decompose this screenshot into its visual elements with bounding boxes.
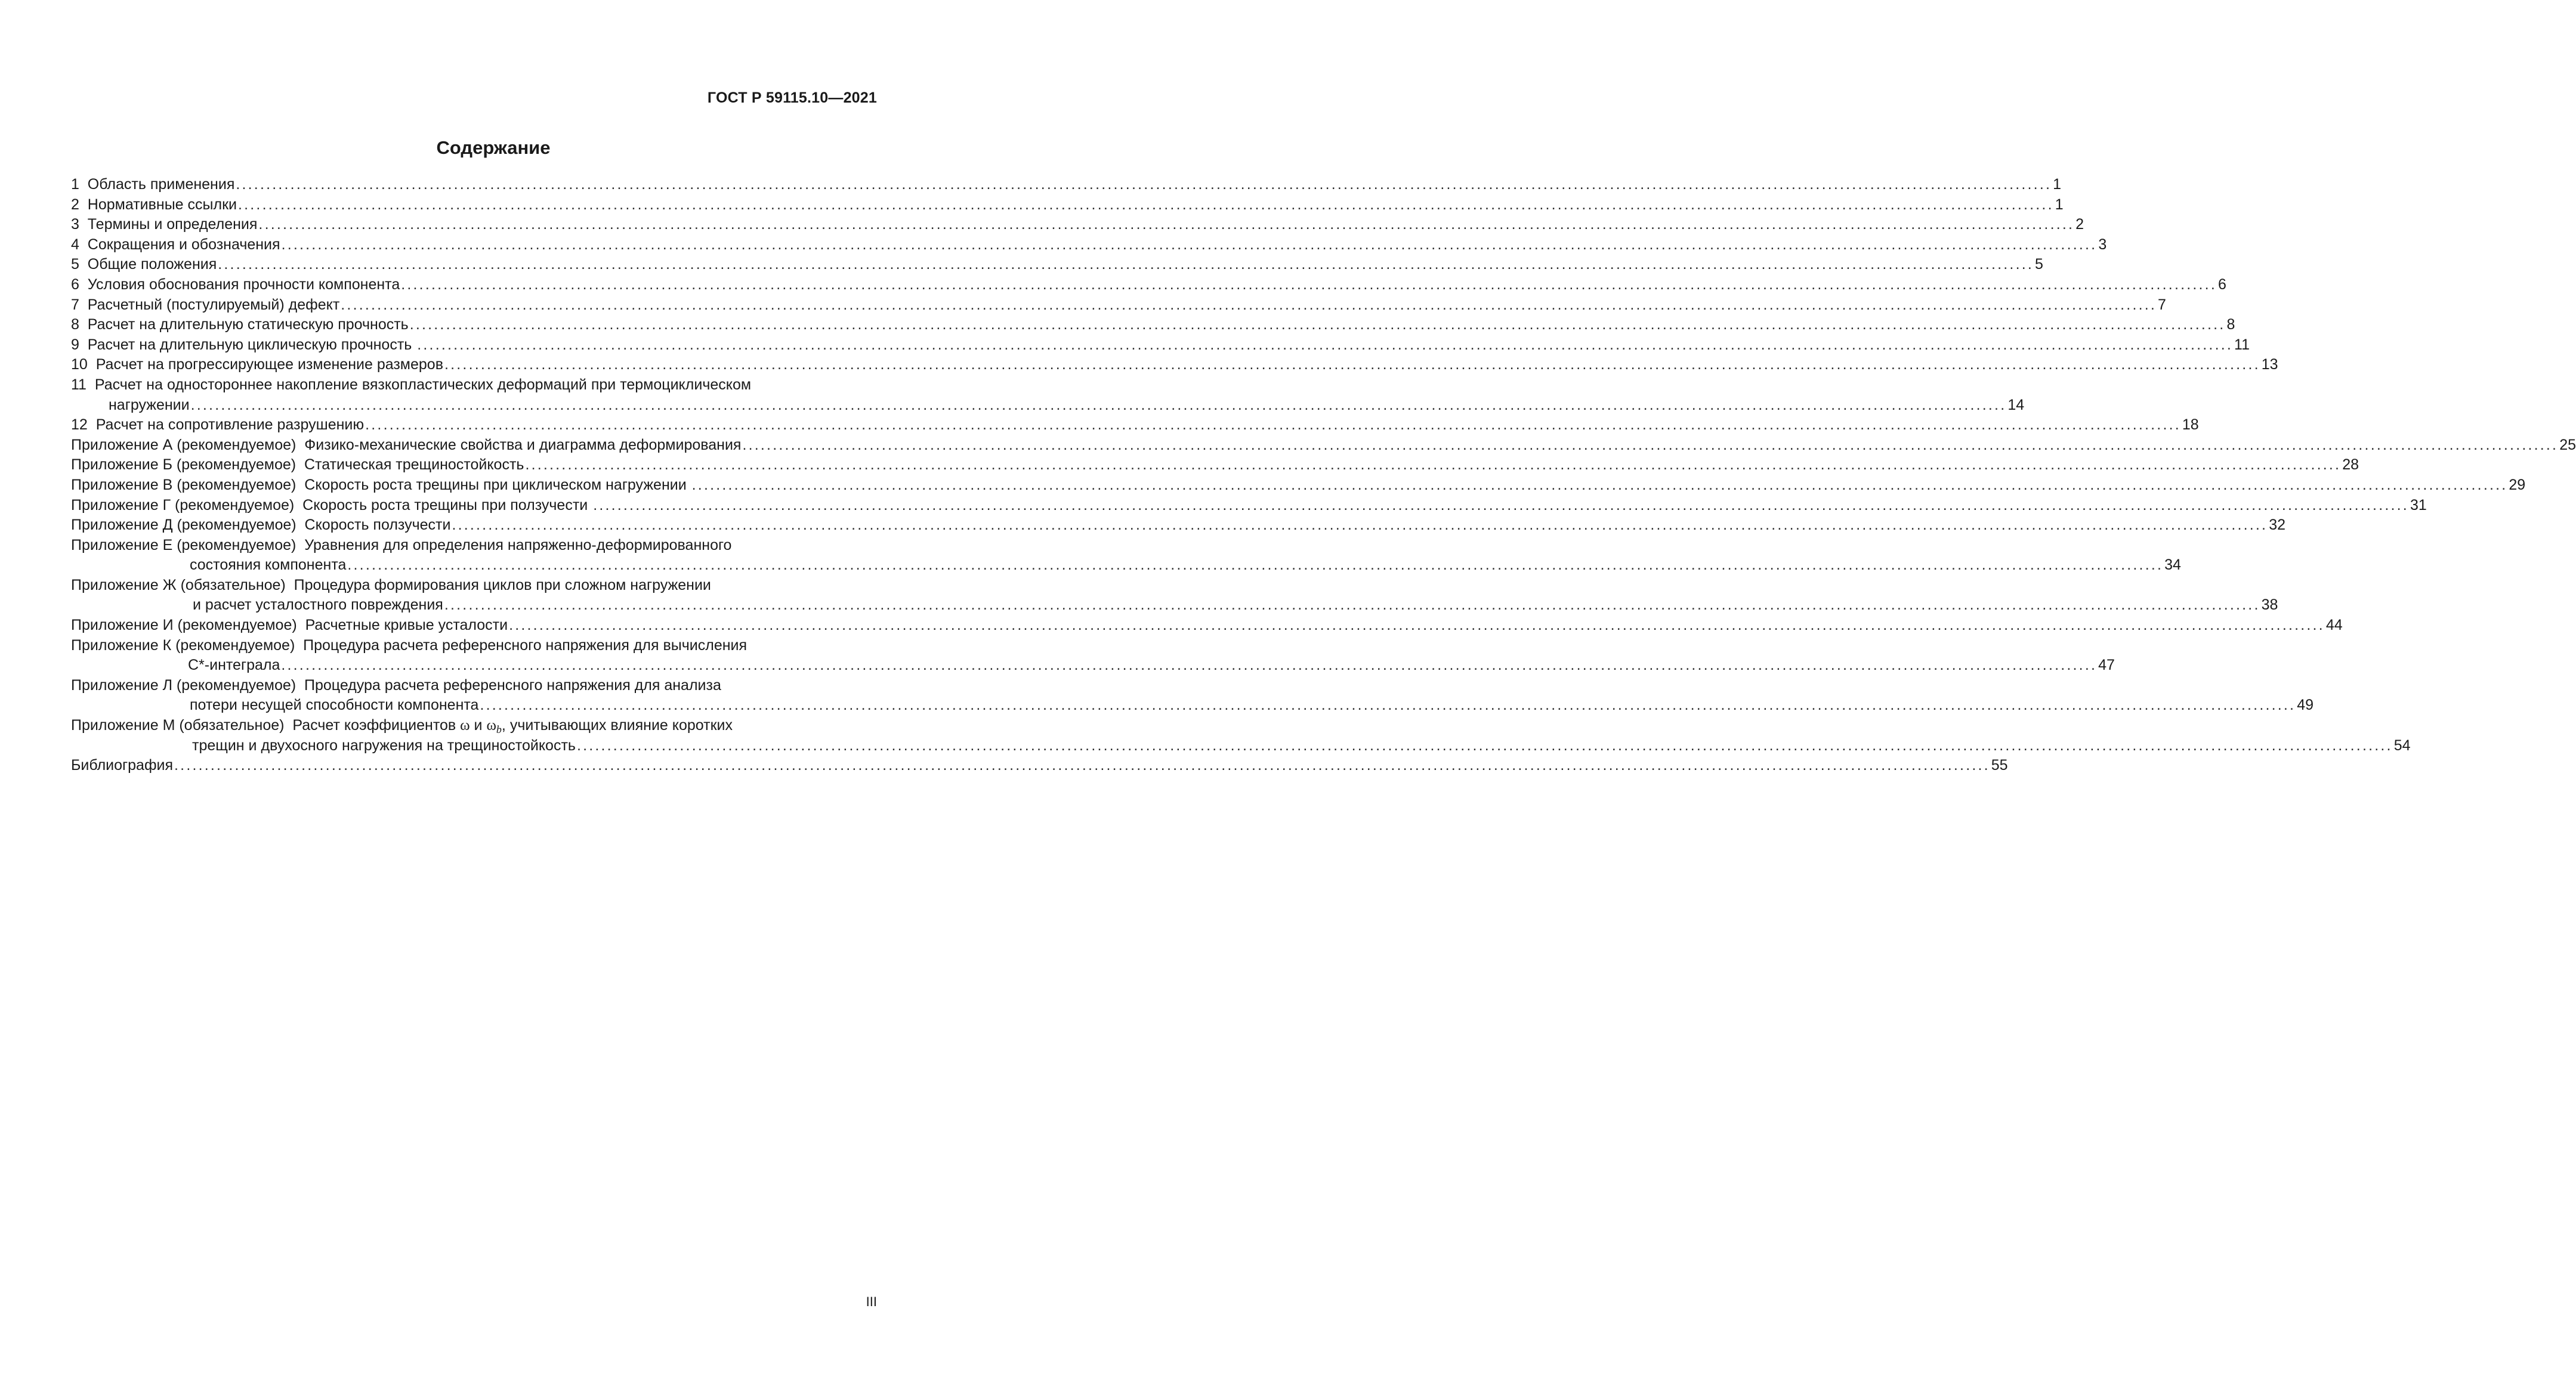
toc-entry-text: и расчет усталостного повреждения [193, 596, 443, 614]
toc-entry-continuation[interactable] [71, 655, 2115, 676]
toc-entry-page: 7 [2158, 296, 2166, 313]
leader-dots: ............................................................................................................................................................................................................................................................................................................ [341, 296, 2157, 313]
toc-entry[interactable] [71, 255, 2043, 275]
toc-title: Содержание [436, 137, 551, 158]
toc-entry-text: Приложение И (рекомендуемое) Расчетные кривые усталости [71, 617, 508, 634]
toc-entry-text-part: и [470, 717, 487, 734]
toc-entry[interactable] [71, 195, 2064, 215]
toc-entry-text: Приложение Д (рекомендуемое) Скорость ползучести [71, 516, 451, 534]
leader-dots: ............................................................................................................................................................................................................................................................................................................ [444, 596, 2260, 614]
toc-entry-page: 6 [2217, 276, 2226, 293]
table-of-contents [71, 175, 2576, 776]
leader-dots: ............................................................................................................................................................................................................................................................................................................ [190, 396, 2007, 413]
toc-entry-page: 3 [2098, 236, 2107, 253]
toc-entry-text: 12 Расчет на сопротивление разрушению [71, 416, 365, 434]
toc-entry-page: 31 [2410, 496, 2427, 514]
toc-entry-text: Приложение Ж (обязательное) Процедура формирования циклов при сложном нагружении [71, 576, 711, 593]
toc-entry-text: 10 Расчет на прогрессирующее изменение размеров [71, 356, 443, 373]
leader-dots: ............................................................................................................................................................................................................................................................................................................ [742, 436, 2559, 453]
toc-entry-text: состояния компонента [190, 556, 347, 574]
leader-dots: ............................................................................................................................................................................................................................................................................................................ [281, 236, 2098, 253]
toc-entry-page: 49 [2297, 697, 2314, 714]
toc-entry-page: 14 [2007, 396, 2025, 413]
toc-entry[interactable] [71, 315, 2235, 335]
toc-entry[interactable] [71, 235, 2107, 255]
page-number: III [866, 1294, 877, 1309]
toc-entry[interactable] [71, 435, 2576, 456]
toc-entry-text: Приложение К (рекомендуемое) Процедура расчета референсного напряжения для вычисления [71, 636, 748, 654]
toc-entry-text: потери несущей способности компонента [190, 697, 479, 714]
omega-b-symbol: ω [486, 717, 496, 734]
toc-entry-page: 1 [2055, 196, 2064, 213]
toc-entry[interactable] [71, 415, 2199, 435]
toc-entry-text: 9 Расчет на длительную циклическую прочность [71, 336, 416, 353]
leader-dots: ............................................................................................................................................................................................................................................................................................................ [691, 476, 2508, 493]
toc-entry-continuation[interactable] [71, 595, 2278, 615]
leader-dots: ............................................................................................................................................................................................................................................................................................................ [258, 216, 2075, 233]
toc-entry-text: 7 Расчетный (постулируемый) дефект [71, 296, 340, 313]
leader-dots: ............................................................................................................................................................................................................................................................................................................ [347, 556, 2164, 574]
toc-entry-page: 32 [2269, 516, 2286, 534]
toc-entry-text: Приложение Б (рекомендуемое) Статическая трещиностойкость [71, 456, 524, 474]
subscript-b: b [496, 723, 502, 736]
toc-entry-text: Приложение Е (рекомендуемое) Уравнения для определения напряженно-деформированного [71, 536, 732, 553]
toc-entry-page: 34 [2164, 556, 2181, 574]
toc-entry-page: 55 [1991, 757, 2008, 774]
toc-entry-page: 28 [2342, 456, 2359, 474]
toc-entry-text: Приложение А (рекомендуемое) Физико-механические свойства и диаграмма деформирования [71, 436, 742, 453]
toc-entry-page: 29 [2509, 476, 2526, 493]
toc-entry-text: трещин и двухосного нагружения на трещиностойкость [192, 737, 576, 754]
leader-dots: ............................................................................................................................................................................................................................................................................................................ [525, 456, 2342, 474]
toc-entry-continuation[interactable] [71, 695, 2314, 716]
toc-entry-continuation[interactable] [71, 736, 2411, 756]
toc-entry-page: 5 [2035, 256, 2043, 273]
toc-entry-page: 38 [2261, 596, 2278, 614]
toc-entry[interactable] [71, 335, 2250, 355]
leader-dots: ............................................................................................................................................................................................................................................................................................................ [365, 416, 2181, 434]
toc-entry[interactable] [71, 716, 878, 736]
omega-symbol: ω [460, 717, 470, 734]
toc-entry[interactable] [71, 676, 878, 696]
toc-entry-text: Библиография [71, 757, 174, 774]
leader-dots: ............................................................................................................................................................................................................................................................................................................ [281, 657, 2098, 674]
leader-dots: ............................................................................................................................................................................................................................................................................................................ [174, 757, 1990, 774]
toc-entry[interactable] [71, 496, 2427, 516]
toc-entry[interactable] [71, 536, 878, 556]
toc-entry-page: 54 [2393, 737, 2411, 754]
toc-entry[interactable] [71, 636, 878, 656]
toc-entry[interactable] [71, 615, 2343, 636]
toc-entry-page: 25 [2559, 436, 2576, 453]
document-code: ГОСТ Р 59115.10—2021 [707, 89, 877, 106]
leader-dots: ............................................................................................................................................................................................................................................................................................................ [480, 697, 2296, 714]
leader-dots: ............................................................................................................................................................................................................................................................................................................ [452, 516, 2268, 534]
toc-entry-page: 13 [2261, 356, 2278, 373]
toc-entry-text-part: , учитывающих влияние коротких [501, 717, 733, 734]
toc-entry-page: 8 [2226, 316, 2235, 333]
leader-dots: ............................................................................................................................................................................................................................................................................................................ [509, 617, 2325, 634]
toc-entry[interactable] [71, 355, 2278, 375]
toc-entry-page: 2 [2075, 216, 2084, 233]
leader-dots: ............................................................................................................................................................................................................................................................................................................ [401, 276, 2217, 293]
toc-entry[interactable] [71, 576, 878, 596]
toc-entry-text: 4 Сокращения и обозначения [71, 236, 280, 253]
toc-entry-text: С*-интеграла [188, 657, 280, 674]
leader-dots: ............................................................................................................................................................................................................................................................................................................ [409, 316, 2226, 333]
toc-entry-continuation[interactable] [71, 395, 2025, 416]
toc-entry-text: Приложение Г (рекомендуемое) Скорость роста трещины при ползучести [71, 496, 592, 514]
leader-dots: ............................................................................................................................................................................................................................................................................................................ [593, 496, 2409, 514]
toc-entry-page: 47 [2098, 657, 2115, 674]
leader-dots: ............................................................................................................................................................................................................................................................................................................ [237, 196, 2054, 213]
toc-entry[interactable] [71, 215, 2084, 235]
toc-entry-continuation[interactable] [71, 555, 2181, 576]
toc-entry[interactable] [71, 375, 878, 395]
toc-entry-text: 3 Термины и определения [71, 216, 258, 233]
leader-dots: ............................................................................................................................................................................................................................................................................................................ [236, 176, 2052, 193]
toc-entry-page: 18 [2182, 416, 2199, 434]
toc-entry-text: 1 Область применения [71, 176, 235, 193]
leader-dots: ............................................................................................................................................................................................................................................................................................................ [576, 737, 2393, 754]
toc-entry[interactable] [71, 275, 2226, 295]
toc-entry[interactable] [71, 756, 2008, 776]
leader-dots: ............................................................................................................................................................................................................................................................................................................ [444, 356, 2260, 373]
toc-entry-page: 44 [2325, 617, 2343, 634]
toc-entry-text: 2 Нормативные ссылки [71, 196, 237, 213]
toc-entry-text-part: Приложение М (обязательное) Расчет коэффициентов [71, 717, 461, 734]
leader-dots: ............................................................................................................................................................................................................................................................................................................ [417, 336, 2234, 353]
leader-dots: ............................................................................................................................................................................................................................................................................................................ [218, 256, 2034, 273]
toc-entry-page: 11 [2234, 336, 2250, 353]
toc-entry-text: Приложение В (рекомендуемое) Скорость роста трещины при циклическом нагружении [71, 476, 691, 493]
toc-entry-page: 1 [2053, 176, 2062, 193]
toc-entry-text: 5 Общие положения [71, 256, 217, 273]
toc-entry[interactable] [71, 455, 2359, 475]
toc-entry[interactable] [71, 175, 2062, 195]
toc-entry-text: 6 Условия обоснования прочности компонента [71, 276, 400, 293]
toc-entry[interactable] [71, 295, 2166, 316]
toc-entry-text: Приложение Л (рекомендуемое) Процедура расчета референсного напряжения для анализа [71, 676, 721, 694]
toc-entry-text: 8 Расчет на длительную статическую прочность [71, 316, 409, 333]
toc-entry-text: нагружении [109, 396, 190, 413]
toc-entry-text: 11 Расчет на одностороннее накопление вязкопластических деформаций при термоциклическом [71, 376, 752, 393]
toc-entry[interactable] [71, 515, 2286, 536]
toc-entry[interactable] [71, 475, 2526, 496]
